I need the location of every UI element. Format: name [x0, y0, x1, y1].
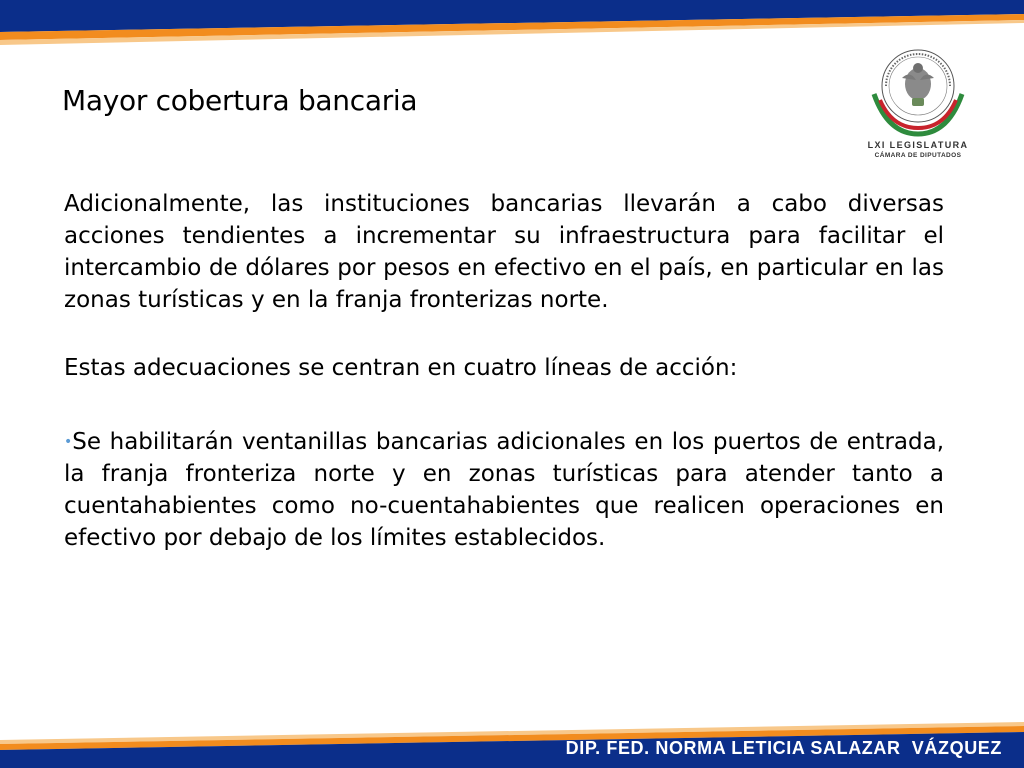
logo-camara-text: CÁMARA DE DIPUTADOS	[874, 152, 962, 159]
slide-body	[64, 188, 944, 554]
logo-legislatura-text: LXI LEGISLATURA	[867, 140, 969, 150]
mexican-coat-of-arms-icon	[864, 40, 972, 140]
footer-author-name: DIP. FED. NORMA LETICIA SALAZAR VÁZQUEZ	[565, 738, 1002, 758]
paragraph-lines-of-action: Estas adecuaciones se centran en cuatro líneas de acción:	[64, 355, 738, 381]
bullet-text: Se habilitarán ventanillas bancarias adicionales en los puertos de entrada, la franja fronteriza norte y en zonas turísticas para atender tanto a cuentahabientes como no-cuentahabientes que realicen operaciones en efectivo por debajo de los límites establecidos.	[64, 429, 944, 551]
slide-title: Mayor cobertura bancaria	[62, 84, 418, 117]
bullet-item	[64, 426, 944, 554]
lxi-legislatura-logo	[864, 40, 972, 164]
paragraph-intro: Adicionalmente, las instituciones bancarias llevarán a cabo diversas acciones tendientes a incrementar su infraestructura para facilitar el intercambio de dólares por pesos en efectivo en el país, en particular en las zonas turísticas y en la franja fronterizas norte.	[64, 191, 944, 313]
bullet-icon: •	[64, 434, 73, 450]
